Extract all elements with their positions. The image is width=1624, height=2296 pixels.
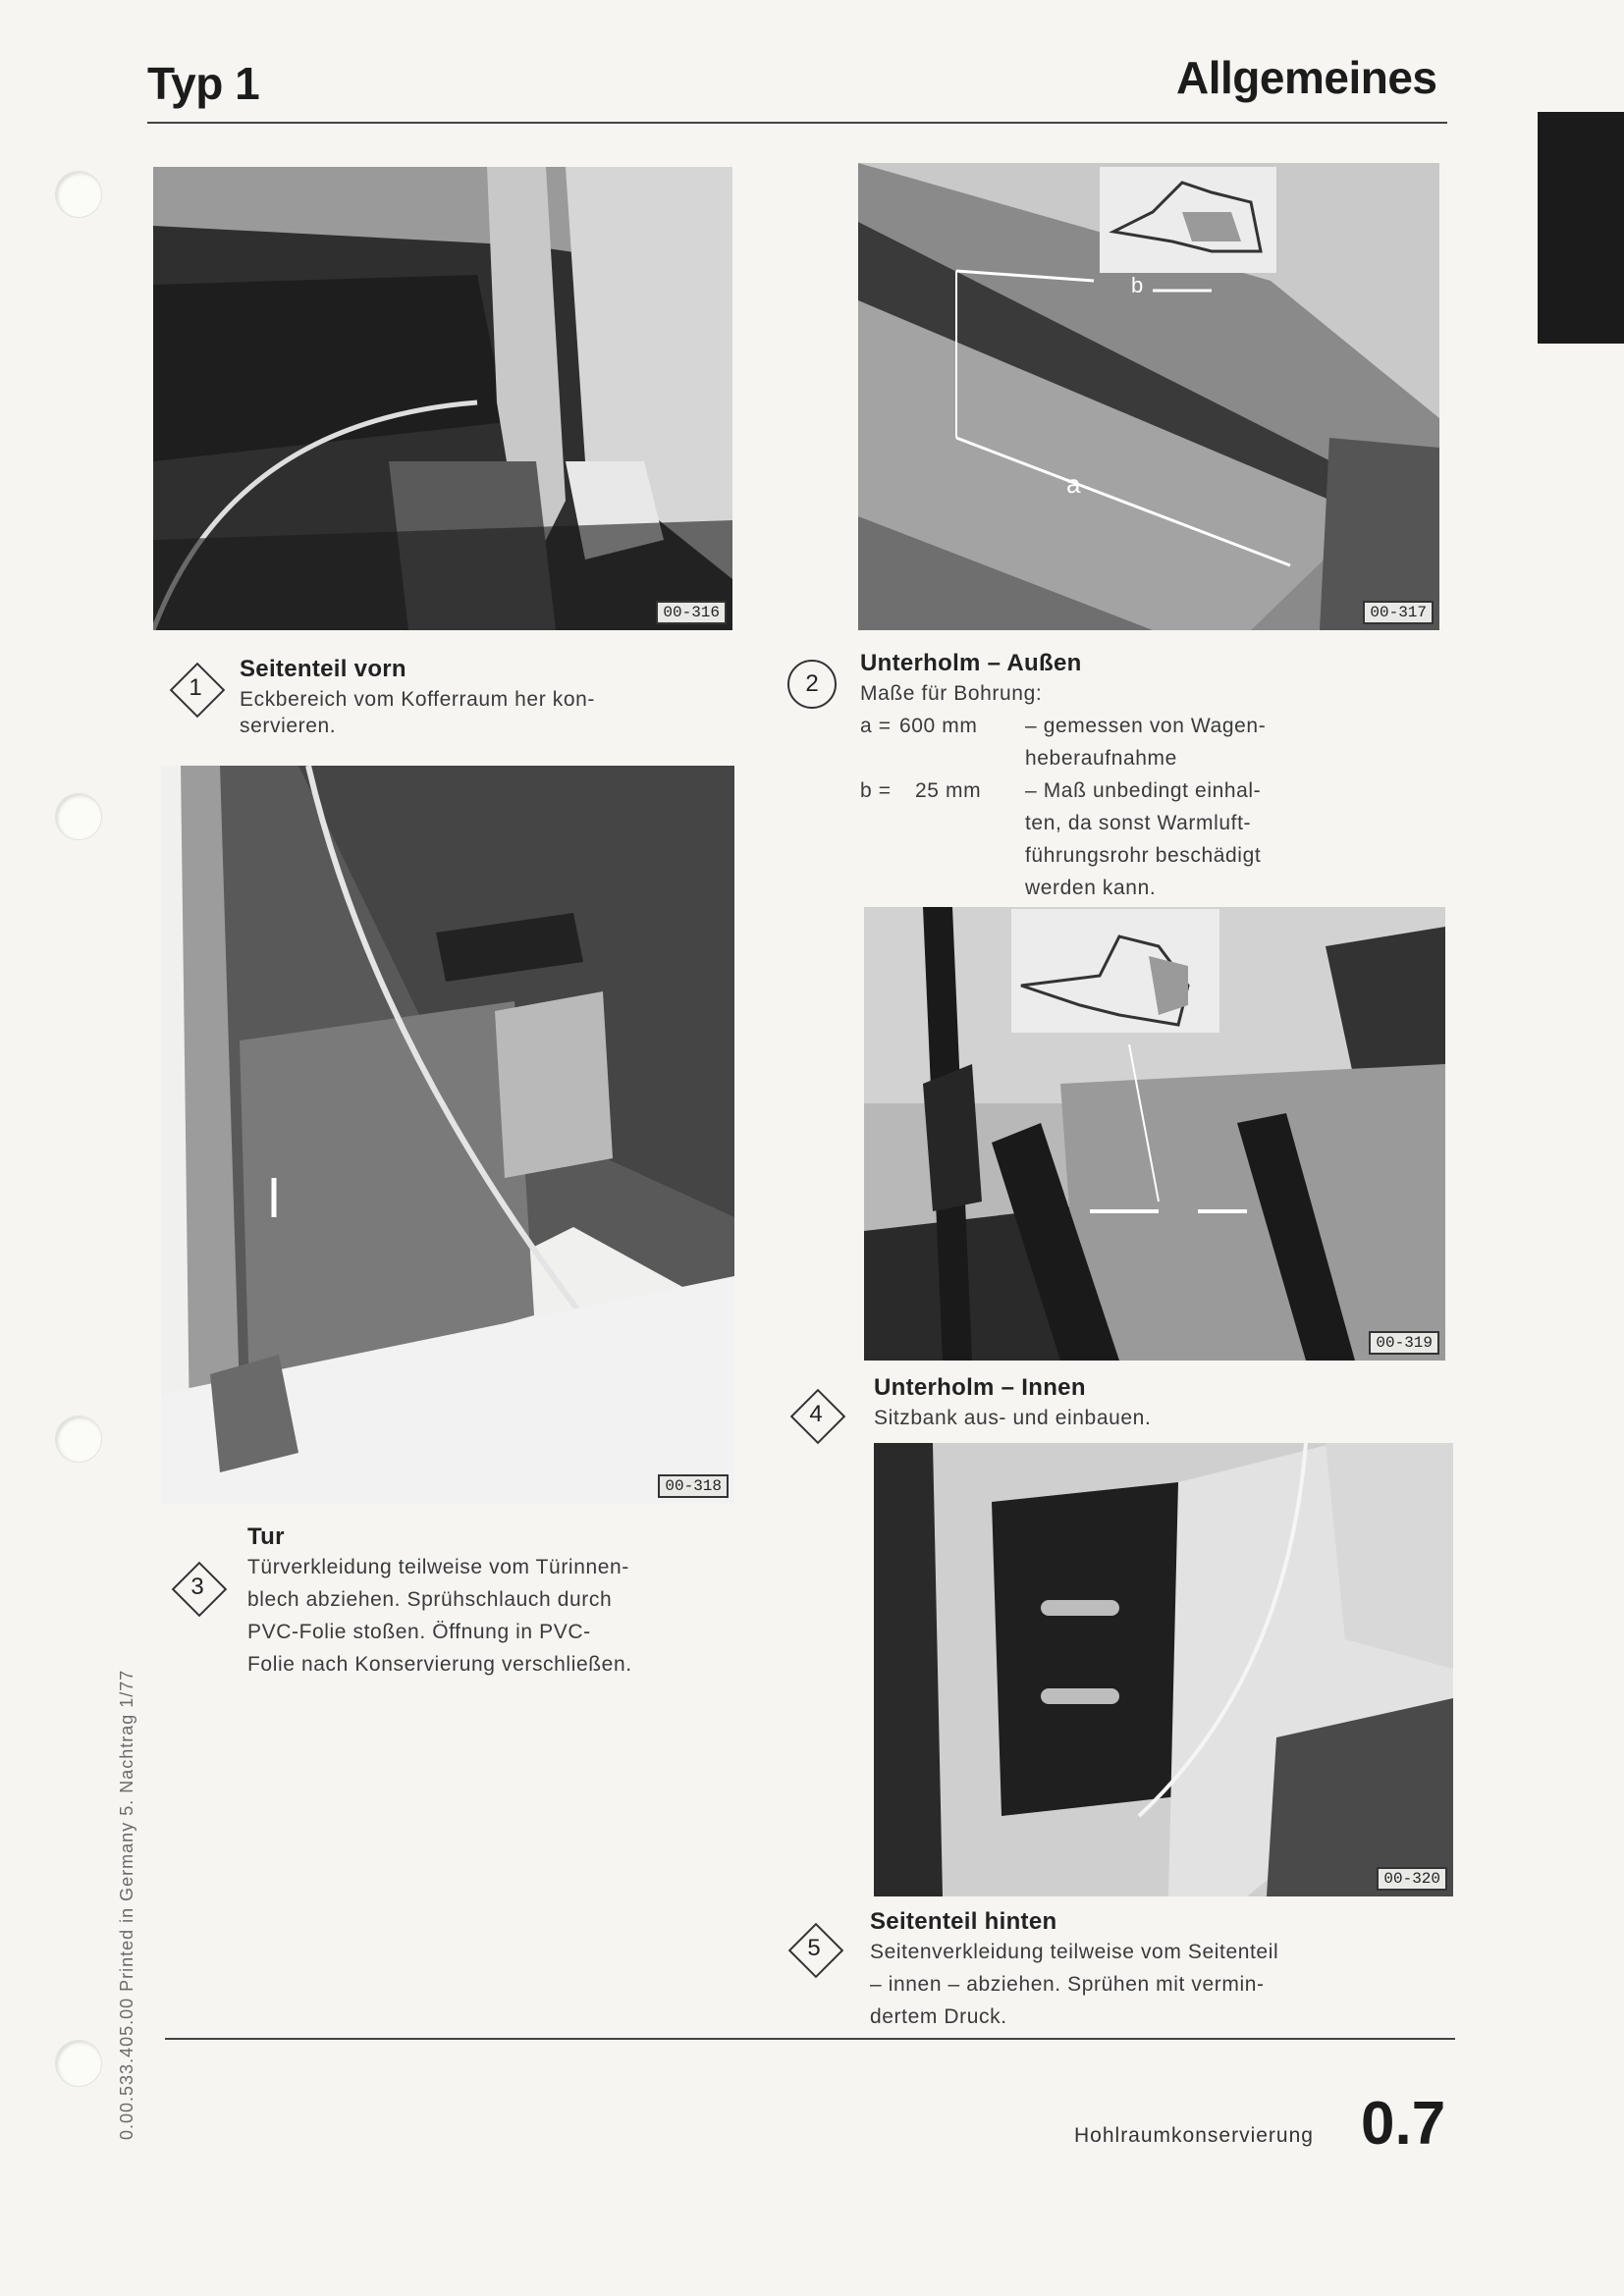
page-header-left: Typ 1 <box>147 58 260 109</box>
item-3-line: PVC-Folie stoßen. Öffnung in PVC- <box>247 1621 591 1643</box>
item-3-line: Folie nach Konservierung verschließen. <box>247 1653 632 1676</box>
diagram-label-a: a <box>1066 469 1081 499</box>
item-5-title: Seitenteil hinten <box>870 1908 1057 1935</box>
item-2-a-label: a = <box>860 715 892 737</box>
header-rule <box>147 122 1447 124</box>
step-marker-5: 5 <box>787 1922 840 1975</box>
item-2-title: Unterholm – Außen <box>860 650 1082 676</box>
item-3-title: Tur <box>247 1523 285 1550</box>
diagram-label-b: b <box>1131 273 1144 297</box>
photo-trunk-corner <box>153 167 732 630</box>
item-2-b-desc: – Maß unbedingt einhal- <box>1025 779 1262 802</box>
item-2-a-desc-cont: heberaufnahme <box>1025 747 1177 770</box>
step-marker-2: 2 <box>787 660 837 709</box>
item-2-b-desc-cont: ten, da sonst Warmluft- <box>1025 812 1252 834</box>
item-3-line: Türverkleidung teilweise vom Türinnen- <box>247 1556 629 1578</box>
item-2-b-label: b = <box>860 779 892 802</box>
footer-section-title: Hohlraumkonservierung <box>1074 2124 1314 2147</box>
step-marker-1: 1 <box>169 662 222 715</box>
photo-door-panel <box>161 766 734 1504</box>
item-2-a-desc: – gemessen von Wagen- <box>1025 715 1267 737</box>
binder-hole <box>55 171 102 218</box>
item-1-line: Eckbereich vom Kofferraum her kon- <box>240 688 595 711</box>
item-5-line: dertem Druck. <box>870 2005 1007 2028</box>
binder-hole <box>55 1415 102 1463</box>
item-5-line: Seitenverkleidung teilweise vom Seitenteil <box>870 1941 1279 1963</box>
item-1-title: Seitenteil vorn <box>240 656 406 682</box>
item-1-line: servieren. <box>240 715 337 737</box>
item-4-line: Sitzbank aus- und einbauen. <box>874 1407 1152 1429</box>
section-tab-marker <box>1538 112 1624 344</box>
page-header-right: Allgemeines <box>1176 52 1437 103</box>
photo-code: 00-320 <box>1377 1867 1447 1891</box>
page-number: 0.7 <box>1361 2090 1446 2158</box>
print-info-vertical: 0.00.533.405.00 Printed in Germany 5. Nachtrag 1/77 <box>117 1669 136 2140</box>
photo-code: 00-318 <box>658 1474 729 1498</box>
photo-rear-side-panel <box>874 1443 1453 1896</box>
step-marker-3: 3 <box>171 1561 224 1614</box>
photo-code: 00-319 <box>1369 1331 1439 1355</box>
footer-rule <box>165 2038 1455 2040</box>
binder-hole <box>55 2040 102 2087</box>
item-2-b-value: 25 mm <box>915 779 982 802</box>
photo-code: 00-317 <box>1363 601 1434 624</box>
item-3-line: blech abziehen. Sprühschlauch durch <box>247 1588 613 1611</box>
item-2-b-desc-cont: führungsrohr beschädigt <box>1025 844 1262 867</box>
photo-inner-sill <box>864 907 1445 1361</box>
photo-code: 00-316 <box>656 601 727 624</box>
item-4-title: Unterholm – Innen <box>874 1374 1086 1401</box>
item-2-b-desc-cont: werden kann. <box>1025 877 1157 899</box>
item-2-a-value: 600 mm <box>899 715 978 737</box>
item-2-intro: Maße für Bohrung: <box>860 682 1043 705</box>
photo-outer-sill <box>858 163 1439 630</box>
step-marker-4: 4 <box>789 1388 842 1441</box>
binder-hole <box>55 793 102 840</box>
item-5-line: – innen – abziehen. Sprühen mit vermin- <box>870 1973 1265 1996</box>
